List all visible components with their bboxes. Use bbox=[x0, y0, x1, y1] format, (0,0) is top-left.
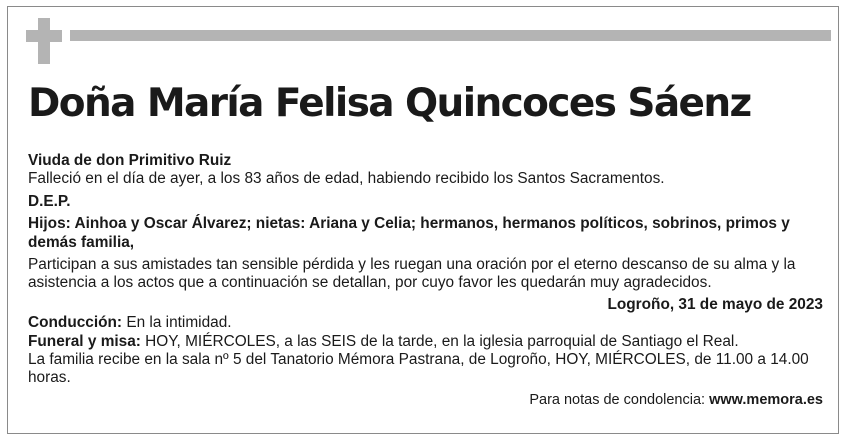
family-line: Hijos: Ainhoa y Oscar Álvarez; nietas: Ariana y Celia; hermanos, hermanos políticos, sobrinos, primos y demás familia, bbox=[28, 215, 790, 251]
funeral-value: HOY, MIÉRCOLES, a las SEIS de la tarde, en la iglesia parroquial de Santiago el Real. bbox=[140, 332, 739, 350]
header-divider-bar bbox=[70, 30, 831, 41]
place-date: Logroño, 31 de mayo de 2023 bbox=[607, 295, 823, 313]
cross-icon bbox=[26, 18, 62, 64]
funeral-label: Funeral y misa: bbox=[28, 332, 141, 350]
conduccion-label: Conducción: bbox=[28, 314, 123, 332]
condolence-label: Para notas de condolencia: bbox=[529, 391, 710, 408]
obituary-body bbox=[28, 152, 823, 409]
dep-line: D.E.P. bbox=[28, 192, 71, 210]
death-line: Falleció en el día de ayer, a los 83 años de edad, habiendo recibido los Santos Sacramentos. bbox=[28, 170, 665, 188]
request-paragraph: Participan a sus amistades tan sensible pérdida y les ruegan una oración por el eterno descanso de su alma y la asistencia a los actos que a continuación se detallan, por cuyo favor les quedarán muy agradecidos. bbox=[28, 256, 796, 292]
conduccion-value: En la intimidad. bbox=[122, 314, 232, 332]
conduccion-line bbox=[28, 314, 823, 332]
deceased-name: Doña María Felisa Quincoces Sáenz bbox=[28, 81, 751, 126]
funeral-line bbox=[28, 333, 823, 351]
cross-horizontal-bar bbox=[26, 30, 62, 42]
condolence-site-link[interactable]: www.memora.es bbox=[709, 391, 823, 408]
condolence-footer bbox=[28, 391, 823, 409]
widow-line: Viuda de don Primitivo Ruiz bbox=[28, 152, 232, 169]
wake-line: La familia recibe en la sala nº 5 del Tanatorio Mémora Pastrana, de Logroño, HOY, MIÉRCOLES, de 11.00 a 14.00 horas. bbox=[28, 351, 809, 387]
